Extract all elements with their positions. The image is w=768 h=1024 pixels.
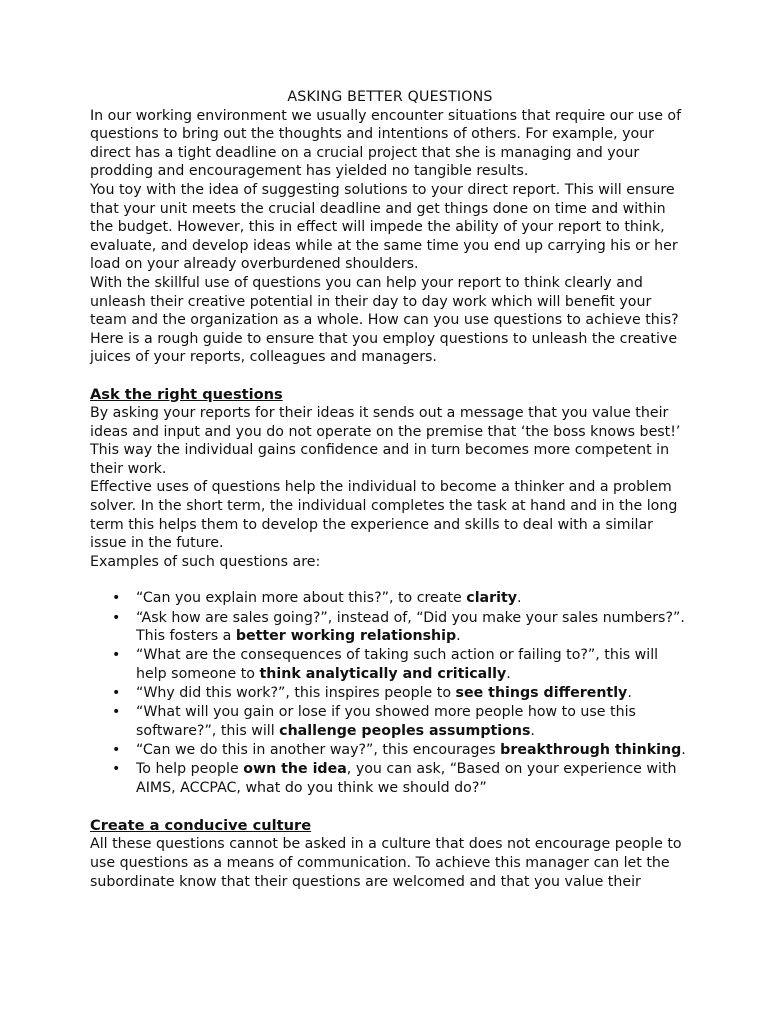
list-item (112, 703, 690, 740)
bullet-icon: • (112, 742, 121, 759)
section-conducive-culture (90, 817, 690, 891)
list-item-emphasis: better working relationship (235, 628, 457, 645)
list-item (112, 609, 690, 646)
list-item-text: “What are the consequences of taking such action or failing to?”, this will help someone to (136, 647, 659, 682)
list-item-emphasis: think analytically and critically (259, 666, 507, 682)
section-paragraph: Examples of such questions are: (90, 553, 321, 570)
section-paragraph: Effective uses of questions help the individual to become a thinker and a problem solver. In the short term, the individual completes the task at hand and in the long term this helps them to develop the experience and skills to deal with a similar issue in the future. (90, 479, 678, 552)
list-item-emphasis: see things differently (455, 685, 628, 702)
section-heading: Create a conducive culture (90, 816, 312, 834)
list-item-text: . (517, 590, 522, 607)
bullet-icon: • (112, 647, 121, 664)
bullet-icon: • (112, 590, 121, 607)
list-item-text: “Can we do this in another way?”, this encourages (136, 742, 501, 759)
section-spacer (90, 798, 690, 817)
list-item-emphasis: own the idea (243, 761, 347, 778)
list-item-text: “Why did this work?”, this inspires people to (136, 685, 456, 702)
section-paragraph: By asking your reports for their ideas it sends out a message that you value their ideas and input and you do not operate on the premise that ‘the boss knows best!’ This way the individual gains confidence and in turn becomes more competent in their work. (90, 405, 681, 477)
intro-section (90, 107, 690, 367)
document-page (90, 88, 690, 891)
list-item-text: . (506, 666, 511, 682)
list-item-emphasis: breakthrough thinking (500, 742, 682, 759)
section-ask-right-questions (90, 386, 690, 798)
intro-paragraph: Here is a rough guide to ensure that you employ questions to unleash the creative juices of your reports, colleagues and managers. (90, 330, 678, 366)
list-item-text: To help people (136, 761, 244, 778)
list-item-text: “Can you explain more about this?”, to create (136, 590, 467, 607)
list-item-text: “Ask how are sales going?”, instead of, “Did you make your sales numbers?”. This fosters a (136, 609, 685, 645)
list-item-text: . (456, 628, 461, 645)
section-paragraph: All these questions cannot be asked in a culture that does not encourage people to use questions as a means of communication. To achieve this manager can let the subordinate know that their questions are welcomed and that you value their (90, 836, 682, 890)
list-item (112, 646, 690, 683)
list-item-text: . (681, 742, 686, 759)
list-item (112, 741, 690, 760)
list-item (112, 760, 690, 797)
list-item-emphasis: challenge peoples assumptions (279, 722, 531, 739)
bullet-icon: • (112, 761, 121, 778)
list-item-text: , you can ask, “Based on your experience with AIMS, ACCPAC, what do you think we should do?” (136, 761, 677, 796)
document-title: ASKING BETTER QUESTIONS (287, 89, 493, 105)
intro-paragraph: In our working environment we usually encounter situations that require our use of questions to bring out the thoughts and intentions of others. For example, your direct has a tight deadline on a crucial project that she is managing and your prodding and encouragement has yielded no tangible results. (90, 107, 682, 180)
intro-paragraph: With the skillful use of questions you can help your report to think clearly and unleash their creative potential in their day to day work which will benefit your team and the organization as a whole. How can you use questions to achieve this? (90, 274, 679, 329)
examples-list (90, 589, 690, 797)
list-item (112, 589, 690, 608)
intro-paragraph: You toy with the idea of suggesting solutions to your direct report. This will ensure that your unit meets the crucial deadline and get things done on time and within the budget. However, this in effect will impede the ability of your report to think, evaluate, and develop ideas while at the same time you end up carrying his or her load on your already overburdened shoulders. (90, 181, 678, 273)
bullet-icon: • (112, 685, 121, 702)
bullet-icon: • (112, 609, 121, 626)
list-item-emphasis: clarity (466, 590, 518, 607)
bullet-icon: • (112, 704, 121, 721)
list-item (112, 684, 690, 703)
list-item-text: “What will you gain or lose if you showed more people how to use this software?”, this will (136, 704, 636, 739)
section-spacer (90, 367, 690, 386)
list-item-text: . (530, 722, 535, 739)
list-item-text: . (627, 685, 632, 702)
section-heading: Ask the right questions (90, 385, 283, 403)
